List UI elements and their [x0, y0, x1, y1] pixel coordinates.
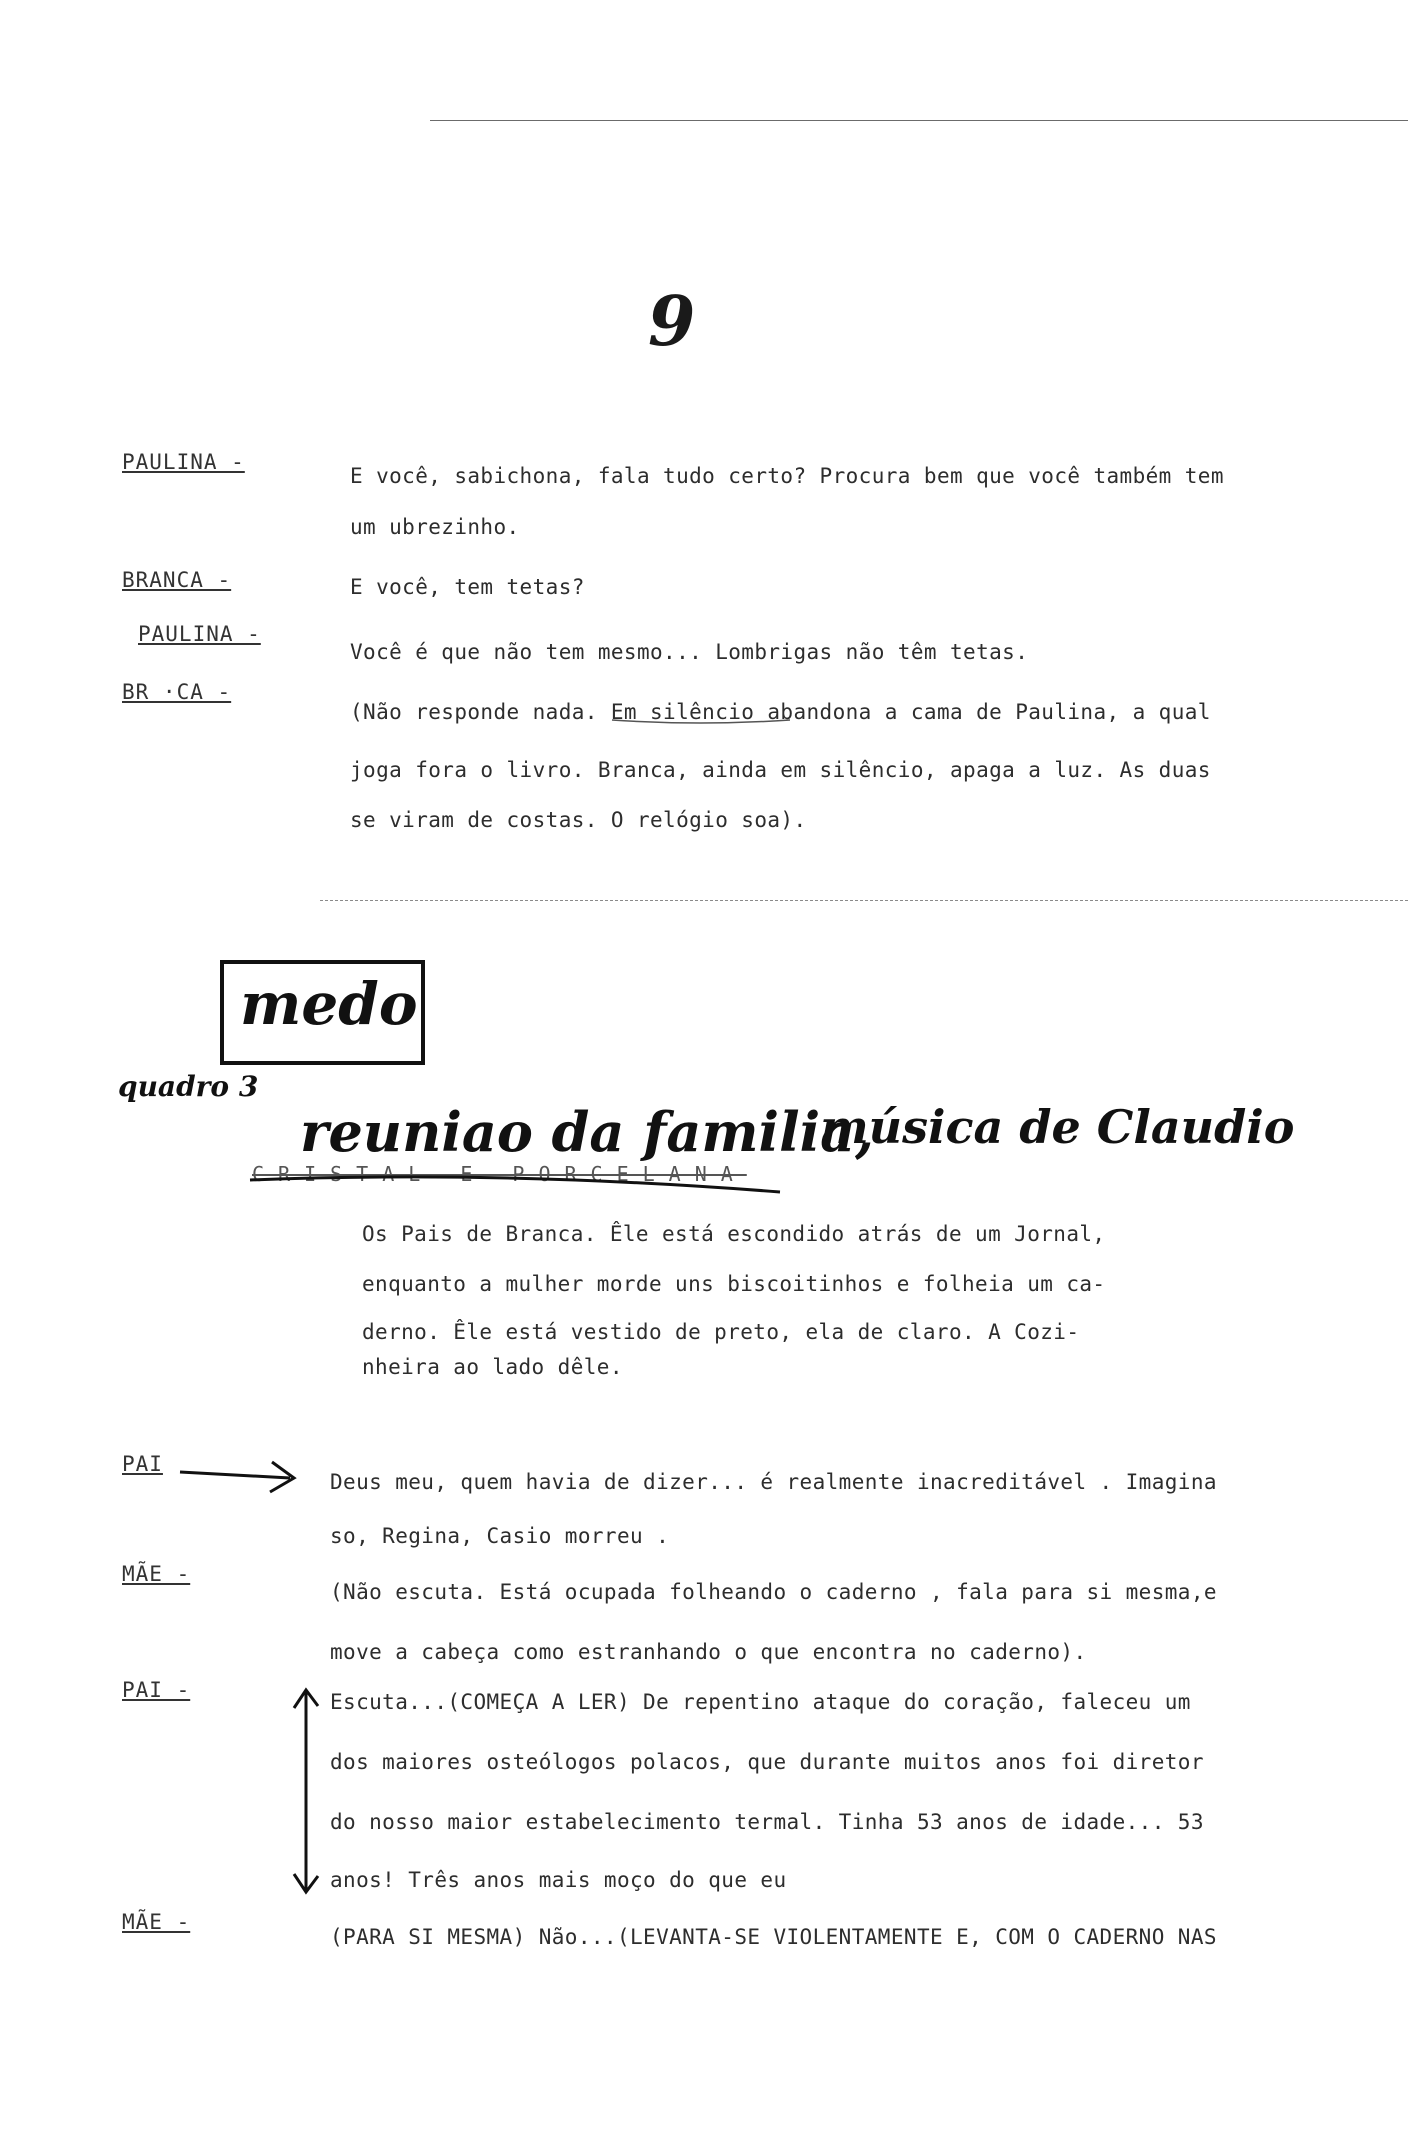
speaker-label: PAI [122, 1452, 163, 1476]
stage-direction-line: nheira ao lado dêle. [362, 1355, 623, 1379]
dialogue-line: (Não escuta. Está ocupada folheando o caderno , fala para si mesma,e [330, 1580, 1217, 1604]
dialogue-line: Você é que não tem mesmo... Lombrigas não têm tetas. [350, 640, 1029, 664]
speaker-label: MÃE - [122, 1562, 191, 1586]
stage-direction-line: Os Pais de Branca. Êle está escondido atrás de um Jornal, [362, 1222, 1106, 1246]
dialogue-line: do nosso maior estabelecimento termal. Tinha 53 anos de idade... 53 [330, 1810, 1204, 1834]
dialogue-line: dos maiores osteólogos polacos, que durante muitos anos foi diretor [330, 1750, 1204, 1774]
dialogue-line: joga fora o livro. Branca, ainda em silêncio, apaga a luz. As duas [350, 758, 1211, 782]
speaker-label: PAULINA - [138, 622, 261, 646]
handwritten-music-note: música de Claudio [820, 1100, 1295, 1154]
handwritten-scene-title: reuniao da familia, [300, 1100, 874, 1164]
dialogue-line: Deus meu, quem havia de dizer... é realmente inacreditável . Imagina [330, 1470, 1217, 1494]
dialogue-line: anos! Três anos mais moço do que eu [330, 1868, 787, 1892]
handwritten-quadro-label: quadro 3 [118, 1070, 259, 1103]
dialogue-line: (PARA SI MESMA) Não...(LEVANTA-SE VIOLENTAMENTE E, COM O CADERNO NAS [330, 1925, 1217, 1949]
stage-direction-line: enquanto a mulher morde uns biscoitinhos e folheia um ca- [362, 1272, 1106, 1296]
speaker-label: BR ·CA - [122, 680, 232, 704]
bracket-arrow-icon [294, 1690, 318, 1892]
speaker-label: PAULINA - [122, 450, 245, 474]
page-number: 9 [648, 282, 696, 362]
stage-direction-line: derno. Êle está vestido de preto, ela de claro. A Cozi- [362, 1320, 1080, 1344]
arrow-right-icon [180, 1462, 294, 1492]
dialogue-line: E você, tem tetas? [350, 575, 585, 599]
speaker-label: PAI - [122, 1678, 191, 1702]
title-underline [250, 1177, 780, 1192]
dialogue-line: so, Regina, Casio morreu . [330, 1524, 670, 1548]
dialogue-line: Escuta...(COMEÇA A LER) De repentino ataque do coração, faleceu um [330, 1690, 1191, 1714]
speaker-label: MÃE - [122, 1910, 191, 1934]
dialogue-line: se viram de costas. O relógio soa). [350, 808, 807, 832]
dialogue-line: move a cabeça como estranhando o que encontra no caderno). [330, 1640, 1087, 1664]
text-underline [612, 720, 790, 723]
dialogue-line: E você, sabichona, fala tudo certo? Procura bem que você também tem [350, 464, 1224, 488]
speaker-label: BRANCA - [122, 568, 232, 592]
dialogue-line: (Não responde nada. Em silêncio abandona a cama de Paulina, a qual [350, 700, 1211, 724]
handwritten-medo: medo [240, 970, 418, 1038]
struck-title: CRISTAL E PORCELANA [252, 1162, 747, 1186]
dialogue-line: um ubrezinho. [350, 515, 520, 539]
